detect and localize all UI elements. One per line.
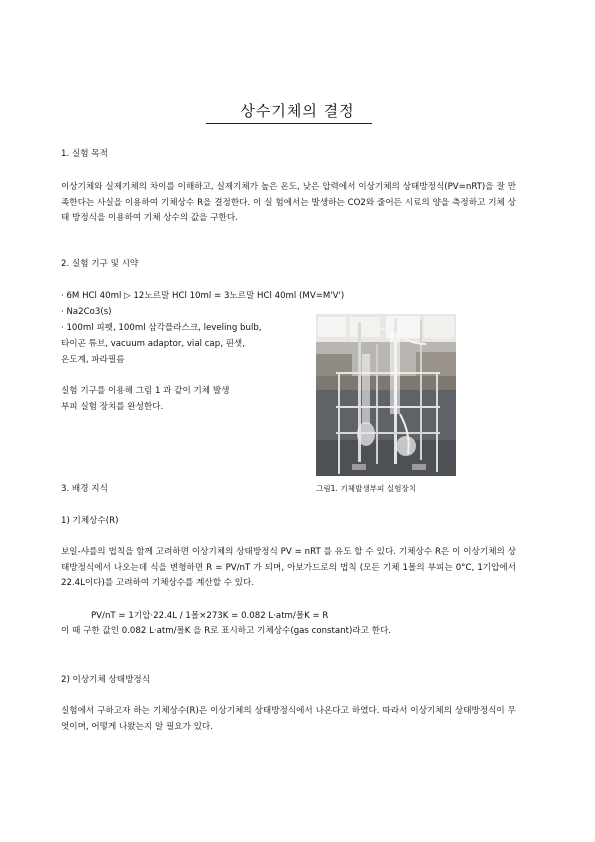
subsection1-heading: 1) 기체상수(R) [61,516,119,526]
subsection1-conclusion: 이 때 구한 값인 0.082 L·atm/몰K 을 R로 표시하고 기체상수(gas constant)라고 한다. [61,626,392,636]
section1-body [61,180,516,227]
title-underline [206,123,372,124]
equipment-item: 타이곤 튜브, vacuum adaptor, vial cap, 핀셋, [61,339,245,349]
figure-caption: 그림1. 기체발생부피 실험장치 [316,484,417,493]
setup-text-line: 부피 실험 장치를 완성한다. [61,402,164,412]
section2-heading: 2. 실험 기구 및 시약 [61,259,139,269]
equipment-item: 온도계, 파라필름 [61,355,125,365]
page-title: 상수기체의 결정 [240,102,355,120]
subsection2-body [61,704,516,735]
reagent-item: · Na2Co3(s) [61,307,112,317]
subsection2-heading: 2) 이상기체 상태방정식 [61,675,150,685]
equipment-item: · 100ml 피펫, 100ml 삼각플라스크, leveling bulb, [61,323,262,333]
gas-constant-formula: PV/nT = 1기압·22.4L / 1몰×273K = 0.082 L·atm/몰K = R [91,611,329,621]
apparatus-photo [316,314,456,476]
section3-heading: 3. 배경 지식 [61,484,108,494]
section1-heading: 1. 실험 목적 [61,149,108,159]
reagent-item: · 6M HCl 40ml ▷ 12노르말 HCl 10ml = 3노르말 HCl 40ml (MV=M'V') [61,291,345,301]
section1-paragraph: 이상기체와 실제기체의 차이를 이해하고, 실제기체가 높은 온도, 낮은 압력에서 이상기체의 상태방정식(PV=nRT)을 잘 만족한다는 사실을 이용하여 기체상수 R을 결정한다. 이 실 험에서는 발생하는 CO2와 줄어든 시료의 양을 측정하고 기체 상태 방정식을 이용하여 기체 상수의 값을 구한다. [61,182,516,223]
subsection1-paragraph: 보일-샤를의 법칙을 함께 고려하면 이상기체의 상태방정식 PV = nRT 를 유도 할 수 있다. 기체상수 R은 이 이상기체의 상태방정식에서 나오는데 식을 변형하면 R = PV/nT 가 되며, 아보가드로의 법칙 (모든 기체 1몰의 부피는 0°C, 1기압에서 22.4L이다)를 고려하여 기체상수를 계산할 수 있다. [61,547,516,588]
subsection1-body [61,545,516,592]
setup-text-line: 실험 기구를 이용해 그림 1 과 같이 기체 발생 [61,386,230,396]
subsection2-paragraph: 실험에서 구하고자 하는 기체상수(R)은 이상기체의 상태방정식에서 나온다고 하였다. 따라서 이상기체의 상태방정식이 무엇이며, 어떻게 나왔는지 알 필요가 있다. [61,706,516,732]
